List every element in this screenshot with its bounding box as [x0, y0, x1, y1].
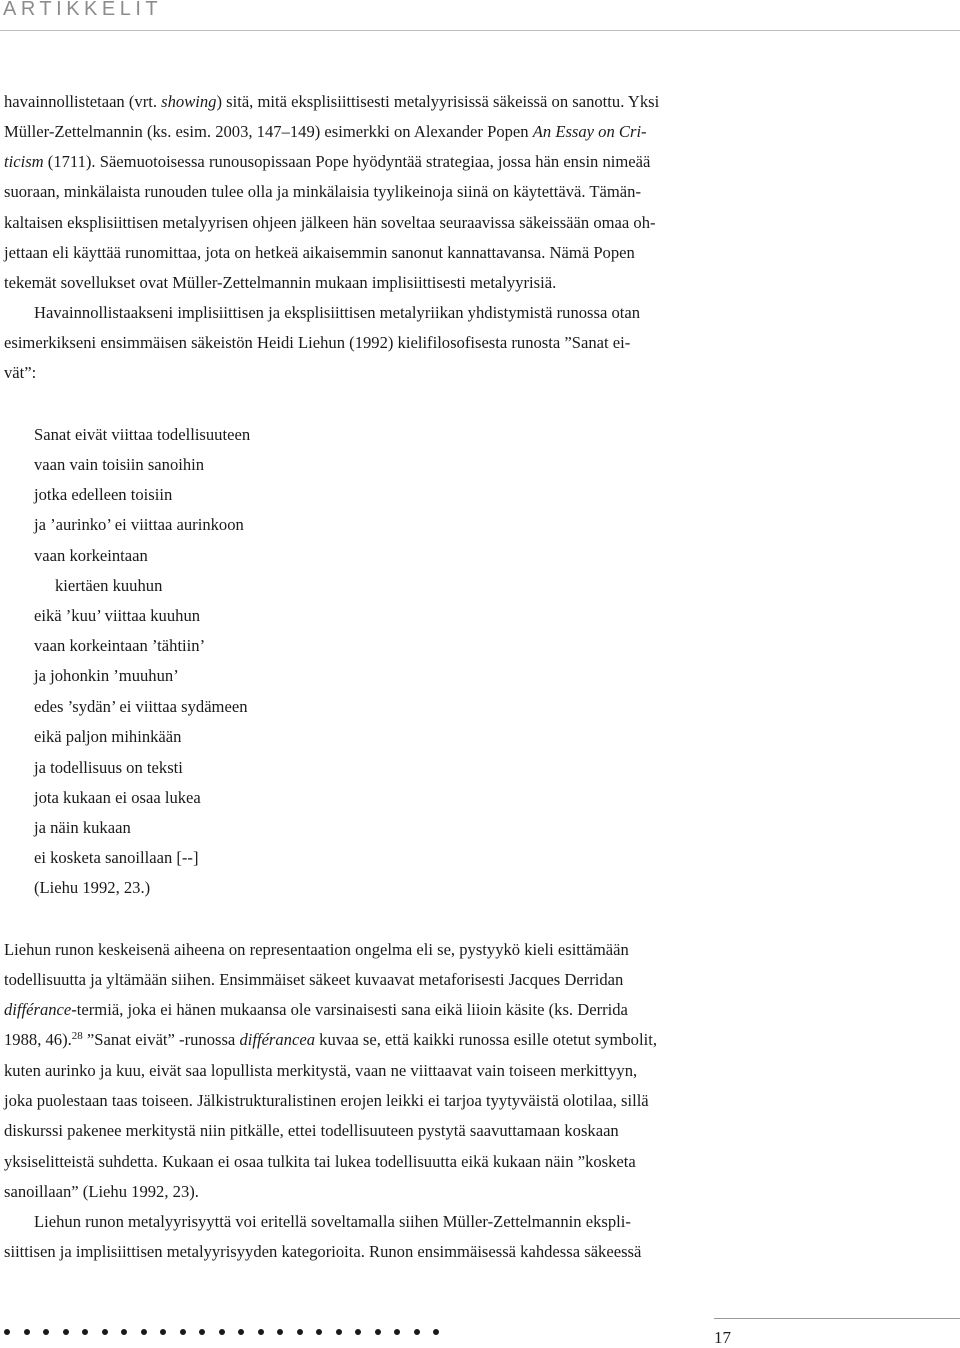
- footer-dot: [277, 1329, 283, 1335]
- footer-dot: [238, 1329, 244, 1335]
- para3-line-7: diskurssi pakenee merkitystä niin pitkälle, ettei todellisuuteen pystytä saavuttamaan koskaan: [4, 1121, 619, 1140]
- para3-line-2: todellisuutta ja yltämään siihen. Ensimmäiset säkeet kuvaavat metaforisesti Jacques Derridan: [4, 970, 624, 989]
- footer-dot: [355, 1329, 361, 1335]
- poem-line: ja johonkin ’muuhun’: [34, 666, 179, 685]
- para3-line-6: joka puolestaan taas toiseen. Jälkistrukturalistinen erojen leikki ei tarjoa tyytyväistä olotilaa, sillä: [4, 1091, 649, 1110]
- poem-line: vaan korkeintaan ’tähtiin’: [34, 636, 206, 655]
- poem-line: ja todellisuus on teksti: [34, 758, 183, 777]
- para4-line-2: siittisen ja implisiittisen metalyyrisyyden kategorioita. Runon ensimmäisessä kahdessa säkeessä: [4, 1242, 642, 1261]
- footer-dot: [219, 1329, 225, 1335]
- footer-dot: [82, 1329, 88, 1335]
- para3-line-3: différance-termiä, joka ei hänen mukaansa ole varsinaisesti sana eikä liioin käsite (ks. Derrida: [4, 1000, 628, 1019]
- para1-line-4: suoraan, minkälaista runouden tulee olla ja minkälaisia tyylikeinoja siinä on käytettävä. Tämän-: [4, 182, 641, 201]
- para2-line-1: Havainnollistaakseni implisiittisen ja eksplisiittisen metalyriikan yhdistymistä runossa otan: [34, 303, 641, 322]
- footer-dot: [394, 1329, 400, 1335]
- para2-line-3: vät”:: [4, 363, 37, 382]
- poem-line: eikä paljon mihinkään: [34, 727, 182, 746]
- footer-dot: [4, 1329, 10, 1335]
- footnote-ref-28[interactable]: 28: [71, 1030, 83, 1042]
- poem-line: vaan korkeintaan: [34, 546, 148, 565]
- para4-line-1: Liehun runon metalyyrisyyttä voi eritellä soveltamalla siihen Müller-Zettelmannin ekspli-: [34, 1212, 631, 1231]
- footer-dot: [160, 1329, 166, 1335]
- footer-dot: [141, 1329, 147, 1335]
- poem-line: jotka edelleen toisiin: [34, 485, 173, 504]
- poem-line: jota kukaan ei osaa lukea: [34, 788, 201, 807]
- poem-line-indented: kiertäen kuuhun: [55, 576, 163, 595]
- poem-line: ja ’aurinko’ ei viittaa aurinkoon: [34, 515, 244, 534]
- para1-line-3: ticism (1711). Säemuotoisessa runousopissaan Pope hyödyntää strategiaa, jossa hän ensin nimeää: [4, 152, 651, 171]
- para1-line-5: kaltaisen eksplisiittisen metalyyrisen ohjeen jälkeen hän soveltaa seuraavissa säkeissään omaa oh-: [4, 213, 656, 232]
- para3-line-1: Liehun runon keskeisenä aiheena on representaation ongelma eli se, pystyykö kieli esittämään: [4, 940, 629, 959]
- poem-line: ja näin kukaan: [34, 818, 131, 837]
- para1-line-6: jettaan eli käyttää runomittaa, jota on hetkeä aikaisemmin sanonut kannattavansa. Nämä Popen: [4, 243, 635, 262]
- footer-dot: [433, 1329, 439, 1335]
- header-rule: [0, 30, 960, 31]
- footer-rule: [714, 1318, 960, 1319]
- poem-citation: (Liehu 1992, 23.): [34, 878, 151, 897]
- para3-line-8: yksiselitteistä suhdetta. Kukaan ei osaa tulkita tai lukea todellisuutta eikä kukaan näin ”kosketa: [4, 1152, 636, 1171]
- poem-line: edes ’sydän’ ei viittaa sydämeen: [34, 697, 248, 716]
- para3-line-9: sanoillaan” (Liehu 1992, 23).: [4, 1182, 199, 1201]
- footer-dot: [375, 1329, 381, 1335]
- footer-dot: [43, 1329, 49, 1335]
- footer-dot: [316, 1329, 322, 1335]
- footer-dot: [102, 1329, 108, 1335]
- para2-line-2: esimerkikseni ensimmäisen säkeistön Heidi Liehun (1992) kielifilosofisesta runosta ”Sanat ei-: [4, 333, 631, 352]
- para3-line-5: kuten aurinko ja kuu, eivät saa lopullista merkitystä, vaan ne viittaavat vain toiseen merkittyyn,: [4, 1061, 638, 1080]
- footer-dot: [258, 1329, 264, 1335]
- para1-line-2: Müller-Zettelmannin (ks. esim. 2003, 147–149) esimerkki on Alexander Popen An Essay on Cri-: [4, 122, 647, 141]
- section-header: ARTIKKELIT: [3, 0, 163, 20]
- footer-dot-row: [4, 1329, 453, 1335]
- poem-line: eikä ’kuu’ viittaa kuuhun: [34, 606, 201, 625]
- footer-dot: [199, 1329, 205, 1335]
- poem-line: ei kosketa sanoillaan [--]: [34, 848, 199, 867]
- footer-dot: [297, 1329, 303, 1335]
- poem-line: vaan vain toisiin sanoihin: [34, 455, 205, 474]
- footer-dot: [63, 1329, 69, 1335]
- footer-dot: [336, 1329, 342, 1335]
- footer-dot: [414, 1329, 420, 1335]
- para1-line-7: tekemät sovellukset ovat Müller-Zettelmannin mukaan implisiittisesti metalyyrisiä.: [4, 273, 557, 292]
- footer-dot: [121, 1329, 127, 1335]
- para3-line-4: 1988, 46).$^{28}$ ”Sanat eivät” -runossa différancea kuvaa se, että kaikki runossa esille otetut symbolit,: [4, 1030, 657, 1049]
- poem-line: Sanat eivät viittaa todellisuuteen: [34, 425, 251, 444]
- page-number: 17: [714, 1328, 731, 1347]
- para1-line-1: havainnollistetaan (vrt. showing) sitä, mitä eksplisiittisesti metalyyrisissä säkeissä on sanottu. Yksi: [4, 92, 660, 111]
- footer-dot: [24, 1329, 30, 1335]
- footer-dot: [180, 1329, 186, 1335]
